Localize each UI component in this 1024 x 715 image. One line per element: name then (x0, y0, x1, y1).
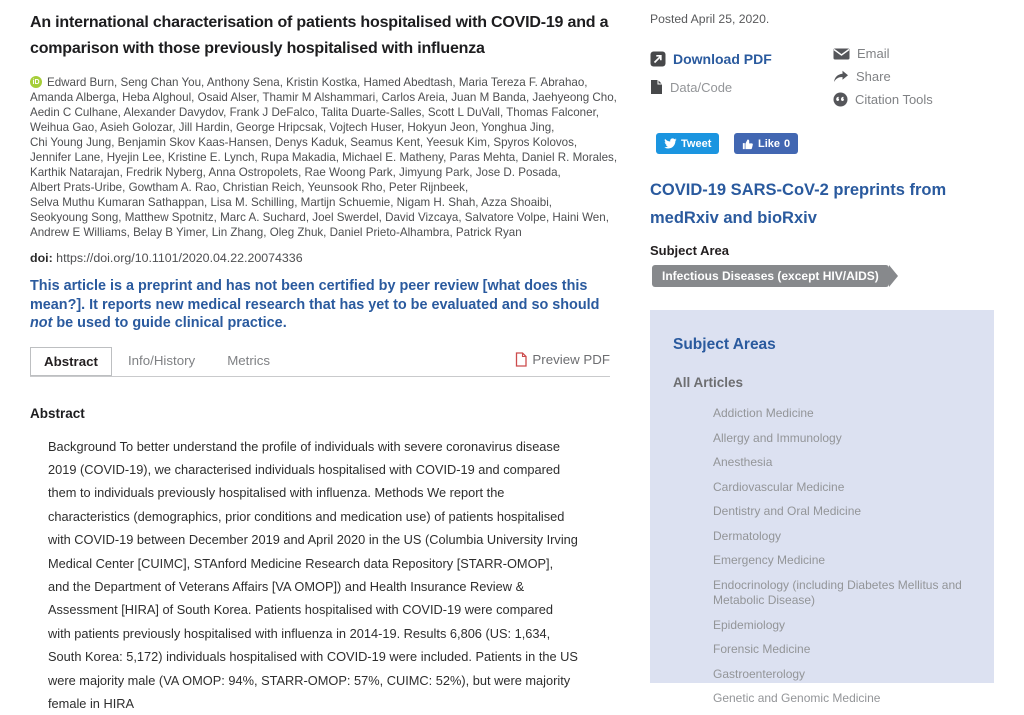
tweet-button[interactable] (656, 133, 719, 154)
preview-pdf-button[interactable] (515, 347, 610, 376)
subject-area-link[interactable]: Dermatology (713, 529, 985, 545)
abstract-heading: Abstract (30, 406, 630, 421)
doi-label: doi: (30, 251, 53, 265)
doi-line (30, 251, 630, 265)
article-tabbar (30, 347, 610, 377)
like-label: Like (758, 138, 780, 150)
author-line[interactable]: Seokyoung Song, Matthew Spotnitz, Marc A. Suchard, Joel Swerdel, David Vizcaya, Salvatore Volpe, Haini Wen, (30, 210, 622, 225)
subject-areas-panel (650, 310, 994, 683)
like-count: 0 (784, 138, 790, 150)
thumbs-up-icon (742, 138, 754, 150)
tab-metrics[interactable]: Metrics (211, 347, 286, 376)
data-code-label: Data/Code (670, 80, 732, 95)
email-button[interactable] (833, 46, 890, 61)
article-main (30, 10, 630, 715)
tab-info-history[interactable]: Info/History (112, 347, 211, 376)
facebook-like-button[interactable] (734, 133, 798, 154)
data-code-button[interactable] (650, 79, 732, 95)
subject-area-tag[interactable]: Infectious Diseases (except HIV/AIDS) (652, 265, 889, 287)
subject-area-label: Subject Area (650, 243, 729, 258)
tweet-label: Tweet (681, 138, 711, 150)
email-label: Email (857, 46, 890, 61)
author-line[interactable]: Selva Muthu Kumaran Sathappan, Lisa M. Schilling, Martijn Schuemie, Nigam H. Shah, Azza Shoaibi, (30, 195, 622, 210)
citation-tools-label: Citation Tools (855, 92, 933, 107)
notice-text: This article is a preprint and has not been certified by peer review [ (30, 278, 487, 294)
subject-area-link[interactable]: Genetic and Genomic Medicine (713, 691, 985, 707)
subject-area-link[interactable]: Gastroenterology (713, 667, 985, 683)
share-button[interactable] (833, 69, 891, 84)
subject-area-link[interactable]: Allergy and Immunology (713, 431, 985, 447)
author-line[interactable]: Weihua Gao, Asieh Golozar, Jill Hardin, George Hripcsak, Vojtech Huser, Hokyun Jeon, Yonghua Jing, (30, 120, 622, 135)
email-icon (833, 48, 850, 60)
download-pdf-icon (650, 51, 666, 67)
all-articles-link[interactable]: All Articles (673, 375, 994, 390)
citation-tools-button[interactable] (833, 92, 933, 107)
share-icon (833, 70, 849, 83)
what-does-this-mean-link[interactable]: what does this mean? (30, 278, 587, 313)
subject-area-link[interactable]: Endocrinology (including Diabetes Mellitus and Metabolic Disease) (713, 578, 985, 609)
author-line[interactable]: Aedin C Culhane, Alexander Davydov, Frank J DeFalco, Talita Duarte-Salles, Scott L DuVall, Thomas Falconer, (30, 105, 622, 120)
author-line[interactable]: Jennifer Lane, Hyejin Lee, Kristine E. Lynch, Rupa Makadia, Michael E. Matheny, Paras Mehta, Daniel R. Morales, (30, 150, 622, 165)
twitter-bird-icon (664, 138, 677, 149)
posted-date: Posted April 25, 2020. (650, 12, 769, 26)
tab-abstract[interactable]: Abstract (30, 347, 112, 376)
notice-text: be used to guide clinical practice. (52, 315, 286, 331)
notice-text: ]. It reports new medical research that has yet to be evaluated and so should (76, 297, 599, 313)
doi-link[interactable]: https://doi.org/10.1101/2020.04.22.20074336 (56, 251, 302, 265)
author-line[interactable]: Amanda Alberga, Heba Alghoul, Osaid Alser, Thamir M Alshammari, Carlos Areia, Juan M Banda, Jaehyeong Cho, (30, 90, 622, 105)
preview-pdf-label: Preview PDF (532, 352, 610, 367)
page-title: An international characterisation of patients hospitalised with COVID-19 and a comparison with those previously hospitalised with influenza (30, 10, 620, 62)
author-line[interactable]: Albert Prats-Uribe, Gowtham A. Rao, Christian Reich, Yeunsook Rho, Peter Rijnbeek, (30, 180, 622, 195)
pdf-document-icon (515, 352, 527, 367)
author-list (30, 75, 622, 240)
author-line[interactable]: Karthik Natarajan, Fredrik Nyberg, Anna Ostropolets, Rae Woong Park, Jimyung Park, Jose D. Posada, (30, 165, 622, 180)
file-icon (650, 79, 663, 95)
share-label: Share (856, 69, 891, 84)
preprint-notice (30, 277, 612, 333)
subject-area-link[interactable]: Cardiovascular Medicine (713, 480, 985, 496)
download-pdf-button[interactable] (650, 51, 772, 67)
author-lines (30, 75, 622, 240)
subject-area-link[interactable]: Addiction Medicine (713, 406, 985, 422)
subject-area-link[interactable]: Epidemiology (713, 618, 985, 634)
abstract-text: Background To better understand the profile of individuals with severe coronavirus disease 2019 (COVID-19), we characterised individuals hospitalised with COVID-19 and compared them to individuals previously hospitalised with influenza. Methods We report the characteristics (demographics, prior conditions and medication use) of patients hospitalised with COVID-19 between December 2019 and April 2020 in the US (Columbia University Irving Medical Center [CUIMC], STAnford Medicine Research data Repository [STARR-OMOP], and the Department of Veterans Affairs [VA OMOP]) and Health Insurance Review & Assessment [HIRA] of South Korea. Patients hospitalised with COVID-19 were compared with patients previously hospitalised with influenza in 2014-19. Results 6,806 (US: 1,634, South Korea: 5,172) individuals hospitalised with COVID-19 were included. Patients in the US were majority male (VA OMOP: 94%, STARR-OMOP: 57%, CUIMC: 52%), but were majority female in HIRA (48, 435, 578, 715)
author-line[interactable]: Andrew E Williams, Belay B Yimer, Lin Zhang, Oleg Zhuk, Daniel Prieto-Alhambra, Patrick Ryan (30, 225, 622, 240)
citation-tools-icon (833, 92, 848, 107)
author-line[interactable]: Chi Young Jung, Benjamin Skov Kaas-Hansen, Denys Kaduk, Seamus Kent, Yeesuk Kim, Spyros Kolovos, (30, 135, 622, 150)
notice-emphasis: not (30, 315, 52, 331)
subject-areas-heading: Subject Areas (673, 336, 994, 354)
collection-heading-link[interactable]: COVID-19 SARS-CoV-2 preprints from medRxiv and bioRxiv (650, 176, 962, 232)
subject-area-link[interactable]: Forensic Medicine (713, 642, 985, 658)
orcid-icon[interactable]: iD (30, 76, 42, 88)
subject-area-link[interactable]: Anesthesia (713, 455, 985, 471)
download-pdf-label: Download PDF (673, 51, 772, 67)
author-line[interactable]: Edward Burn, Seng Chan You, Anthony Sena, Kristin Kostka, Hamed Abedtash, Maria Tereza F. Abrahao, (30, 75, 622, 90)
subject-areas-list (673, 406, 994, 707)
subject-area-link[interactable]: Dentistry and Oral Medicine (713, 504, 985, 520)
subject-area-link[interactable]: Emergency Medicine (713, 553, 985, 569)
